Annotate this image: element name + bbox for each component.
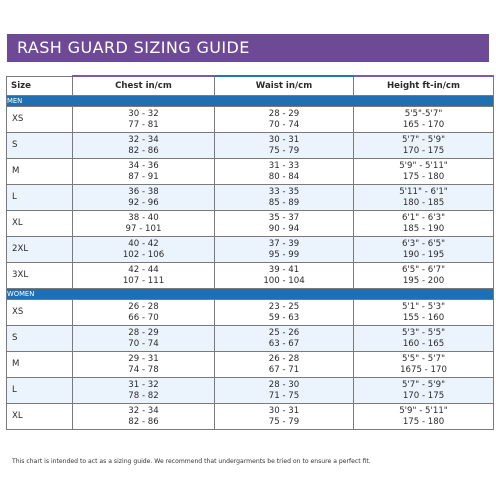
height-cell <box>354 300 494 326</box>
height-cell <box>354 263 494 289</box>
height-inches: 5'7" - 5'9" <box>401 379 446 390</box>
chest-cell <box>73 237 215 263</box>
waist-inches: 35 - 37 <box>268 212 300 223</box>
waist-cm: 71 - 75 <box>268 390 300 401</box>
chest-cm: 74 - 78 <box>128 364 159 375</box>
height-cm: 190 - 195 <box>402 249 445 260</box>
height-inches: 5'5" - 5'7" <box>401 353 446 364</box>
height-cm: 185 - 190 <box>402 223 445 234</box>
waist-cell <box>215 133 354 159</box>
waist-cm: 75 - 79 <box>268 416 300 427</box>
size-cell: 2XL <box>7 237 73 263</box>
chest-inches: 30 - 32 <box>128 108 159 119</box>
waist-inches: 28 - 29 <box>268 108 300 119</box>
chest-inches: 28 - 29 <box>128 327 159 338</box>
waist-cm: 90 - 94 <box>268 223 300 234</box>
height-cell <box>354 107 494 133</box>
chest-cm: 97 - 101 <box>125 223 162 234</box>
waist-cell <box>215 352 354 378</box>
height-inches: 5'1" - 5'3" <box>401 301 446 312</box>
chest-cm: 92 - 96 <box>128 197 159 208</box>
chest-cell <box>73 300 215 326</box>
waist-cell <box>215 237 354 263</box>
size-cell: L <box>7 378 73 404</box>
header-chest: Chest in/cm <box>73 76 215 96</box>
waist-cm: 75 - 79 <box>268 145 300 156</box>
size-cell: 3XL <box>7 263 73 289</box>
chest-cm: 102 - 106 <box>122 249 165 260</box>
size-cell: M <box>7 159 73 185</box>
height-cell <box>354 404 494 430</box>
height-cm: 1675 - 170 <box>400 364 447 375</box>
chest-cell <box>73 352 215 378</box>
header-waist: Waist in/cm <box>215 76 354 96</box>
height-inches: 5'3" - 5'5" <box>401 327 446 338</box>
sizing-table <box>6 75 494 430</box>
waist-cm: 95 - 99 <box>268 249 300 260</box>
height-inches: 5'9" - 5'11" <box>399 160 448 171</box>
waist-cm: 67 - 71 <box>268 364 300 375</box>
waist-cm: 80 - 84 <box>268 171 300 182</box>
table-row <box>7 300 494 326</box>
chest-cm: 87 - 91 <box>128 171 159 182</box>
group-label: MEN <box>7 96 494 107</box>
waist-cm: 100 - 104 <box>263 275 305 286</box>
height-cell <box>354 133 494 159</box>
waist-cell <box>215 263 354 289</box>
table-row <box>7 263 494 289</box>
waist-cell <box>215 378 354 404</box>
chest-inches: 31 - 32 <box>128 379 159 390</box>
waist-inches: 39 - 41 <box>268 264 300 275</box>
height-cell <box>354 211 494 237</box>
footnote: This chart is intended to act as a sizing guide. We recommend that undergarments be tried on to ensure a perfect fit. <box>12 458 371 465</box>
height-cm: 195 - 200 <box>402 275 445 286</box>
height-cell <box>354 352 494 378</box>
chest-cm: 77 - 81 <box>128 119 159 130</box>
table-row <box>7 326 494 352</box>
chest-cell <box>73 185 215 211</box>
size-cell: XL <box>7 404 73 430</box>
height-cell <box>354 326 494 352</box>
chest-cm: 70 - 74 <box>128 338 159 349</box>
table-row <box>7 378 494 404</box>
table-row <box>7 237 494 263</box>
waist-inches: 31 - 33 <box>268 160 300 171</box>
chest-cell <box>73 378 215 404</box>
chest-inches: 40 - 42 <box>128 238 159 249</box>
height-cell <box>354 159 494 185</box>
chest-inches: 32 - 34 <box>128 405 159 416</box>
size-cell: XL <box>7 211 73 237</box>
chest-cell <box>73 404 215 430</box>
height-cm: 165 - 170 <box>402 119 445 130</box>
height-cm: 155 - 160 <box>402 312 445 323</box>
chest-cell <box>73 133 215 159</box>
size-cell: S <box>7 326 73 352</box>
waist-cell <box>215 326 354 352</box>
height-cm: 180 - 185 <box>402 197 445 208</box>
height-cm: 170 - 175 <box>402 390 445 401</box>
chest-inches: 32 - 34 <box>128 134 159 145</box>
height-inches: 5'9" - 5'11" <box>399 405 448 416</box>
waist-inches: 30 - 31 <box>268 134 300 145</box>
chest-inches: 42 - 44 <box>128 264 159 275</box>
size-cell: M <box>7 352 73 378</box>
height-inches: 5'5"-5'7" <box>404 108 443 119</box>
height-inches: 6'1" - 6'3" <box>401 212 446 223</box>
waist-inches: 30 - 31 <box>268 405 300 416</box>
chest-inches: 34 - 36 <box>128 160 159 171</box>
height-cell <box>354 185 494 211</box>
table-header-row <box>7 76 494 96</box>
waist-cell <box>215 159 354 185</box>
waist-inches: 25 - 26 <box>268 327 300 338</box>
waist-inches: 28 - 30 <box>268 379 300 390</box>
group-row-women <box>7 289 494 300</box>
height-inches: 6'3" - 6'5" <box>401 238 446 249</box>
table-row <box>7 107 494 133</box>
waist-cell <box>215 404 354 430</box>
waist-cell <box>215 107 354 133</box>
waist-inches: 37 - 39 <box>268 238 300 249</box>
waist-cm: 85 - 89 <box>268 197 300 208</box>
chest-cm: 78 - 82 <box>128 390 159 401</box>
table-row <box>7 159 494 185</box>
group-row-men <box>7 96 494 107</box>
height-inches: 5'7" - 5'9" <box>401 134 446 145</box>
table-row <box>7 185 494 211</box>
chest-cell <box>73 211 215 237</box>
chest-cell <box>73 263 215 289</box>
height-cell <box>354 237 494 263</box>
chest-cell <box>73 159 215 185</box>
chest-cm: 82 - 86 <box>128 145 159 156</box>
waist-cm: 59 - 63 <box>268 312 300 323</box>
waist-cm: 63 - 67 <box>268 338 300 349</box>
chest-inches: 29 - 31 <box>128 353 159 364</box>
table-row <box>7 352 494 378</box>
page-title: RASH GUARD SIZING GUIDE <box>7 34 489 62</box>
height-inches: 5'11" - 6'1" <box>399 186 448 197</box>
size-cell: S <box>7 133 73 159</box>
size-cell: XS <box>7 300 73 326</box>
chest-cell <box>73 107 215 133</box>
chest-inches: 36 - 38 <box>128 186 159 197</box>
waist-inches: 26 - 28 <box>268 353 300 364</box>
height-cell <box>354 378 494 404</box>
chest-cell <box>73 326 215 352</box>
height-cm: 170 - 175 <box>402 145 445 156</box>
size-cell: L <box>7 185 73 211</box>
chest-inches: 38 - 40 <box>128 212 159 223</box>
chest-cm: 82 - 86 <box>128 416 159 427</box>
waist-cell <box>215 211 354 237</box>
chest-cm: 66 - 70 <box>128 312 159 323</box>
height-cm: 175 - 180 <box>402 171 445 182</box>
waist-inches: 33 - 35 <box>268 186 300 197</box>
group-label: WOMEN <box>7 289 494 300</box>
height-inches: 6'5" - 6'7" <box>401 264 446 275</box>
table-row <box>7 404 494 430</box>
size-cell: XS <box>7 107 73 133</box>
waist-cell <box>215 300 354 326</box>
height-cm: 175 - 180 <box>402 416 445 427</box>
table-row <box>7 211 494 237</box>
chest-cm: 107 - 111 <box>122 275 165 286</box>
height-cm: 160 - 165 <box>402 338 445 349</box>
waist-inches: 23 - 25 <box>268 301 300 312</box>
table-row <box>7 133 494 159</box>
chest-inches: 26 - 28 <box>128 301 159 312</box>
waist-cell <box>215 185 354 211</box>
header-size: Size <box>7 76 73 96</box>
waist-cm: 70 - 74 <box>268 119 300 130</box>
header-height: Height ft-in/cm <box>354 76 494 96</box>
